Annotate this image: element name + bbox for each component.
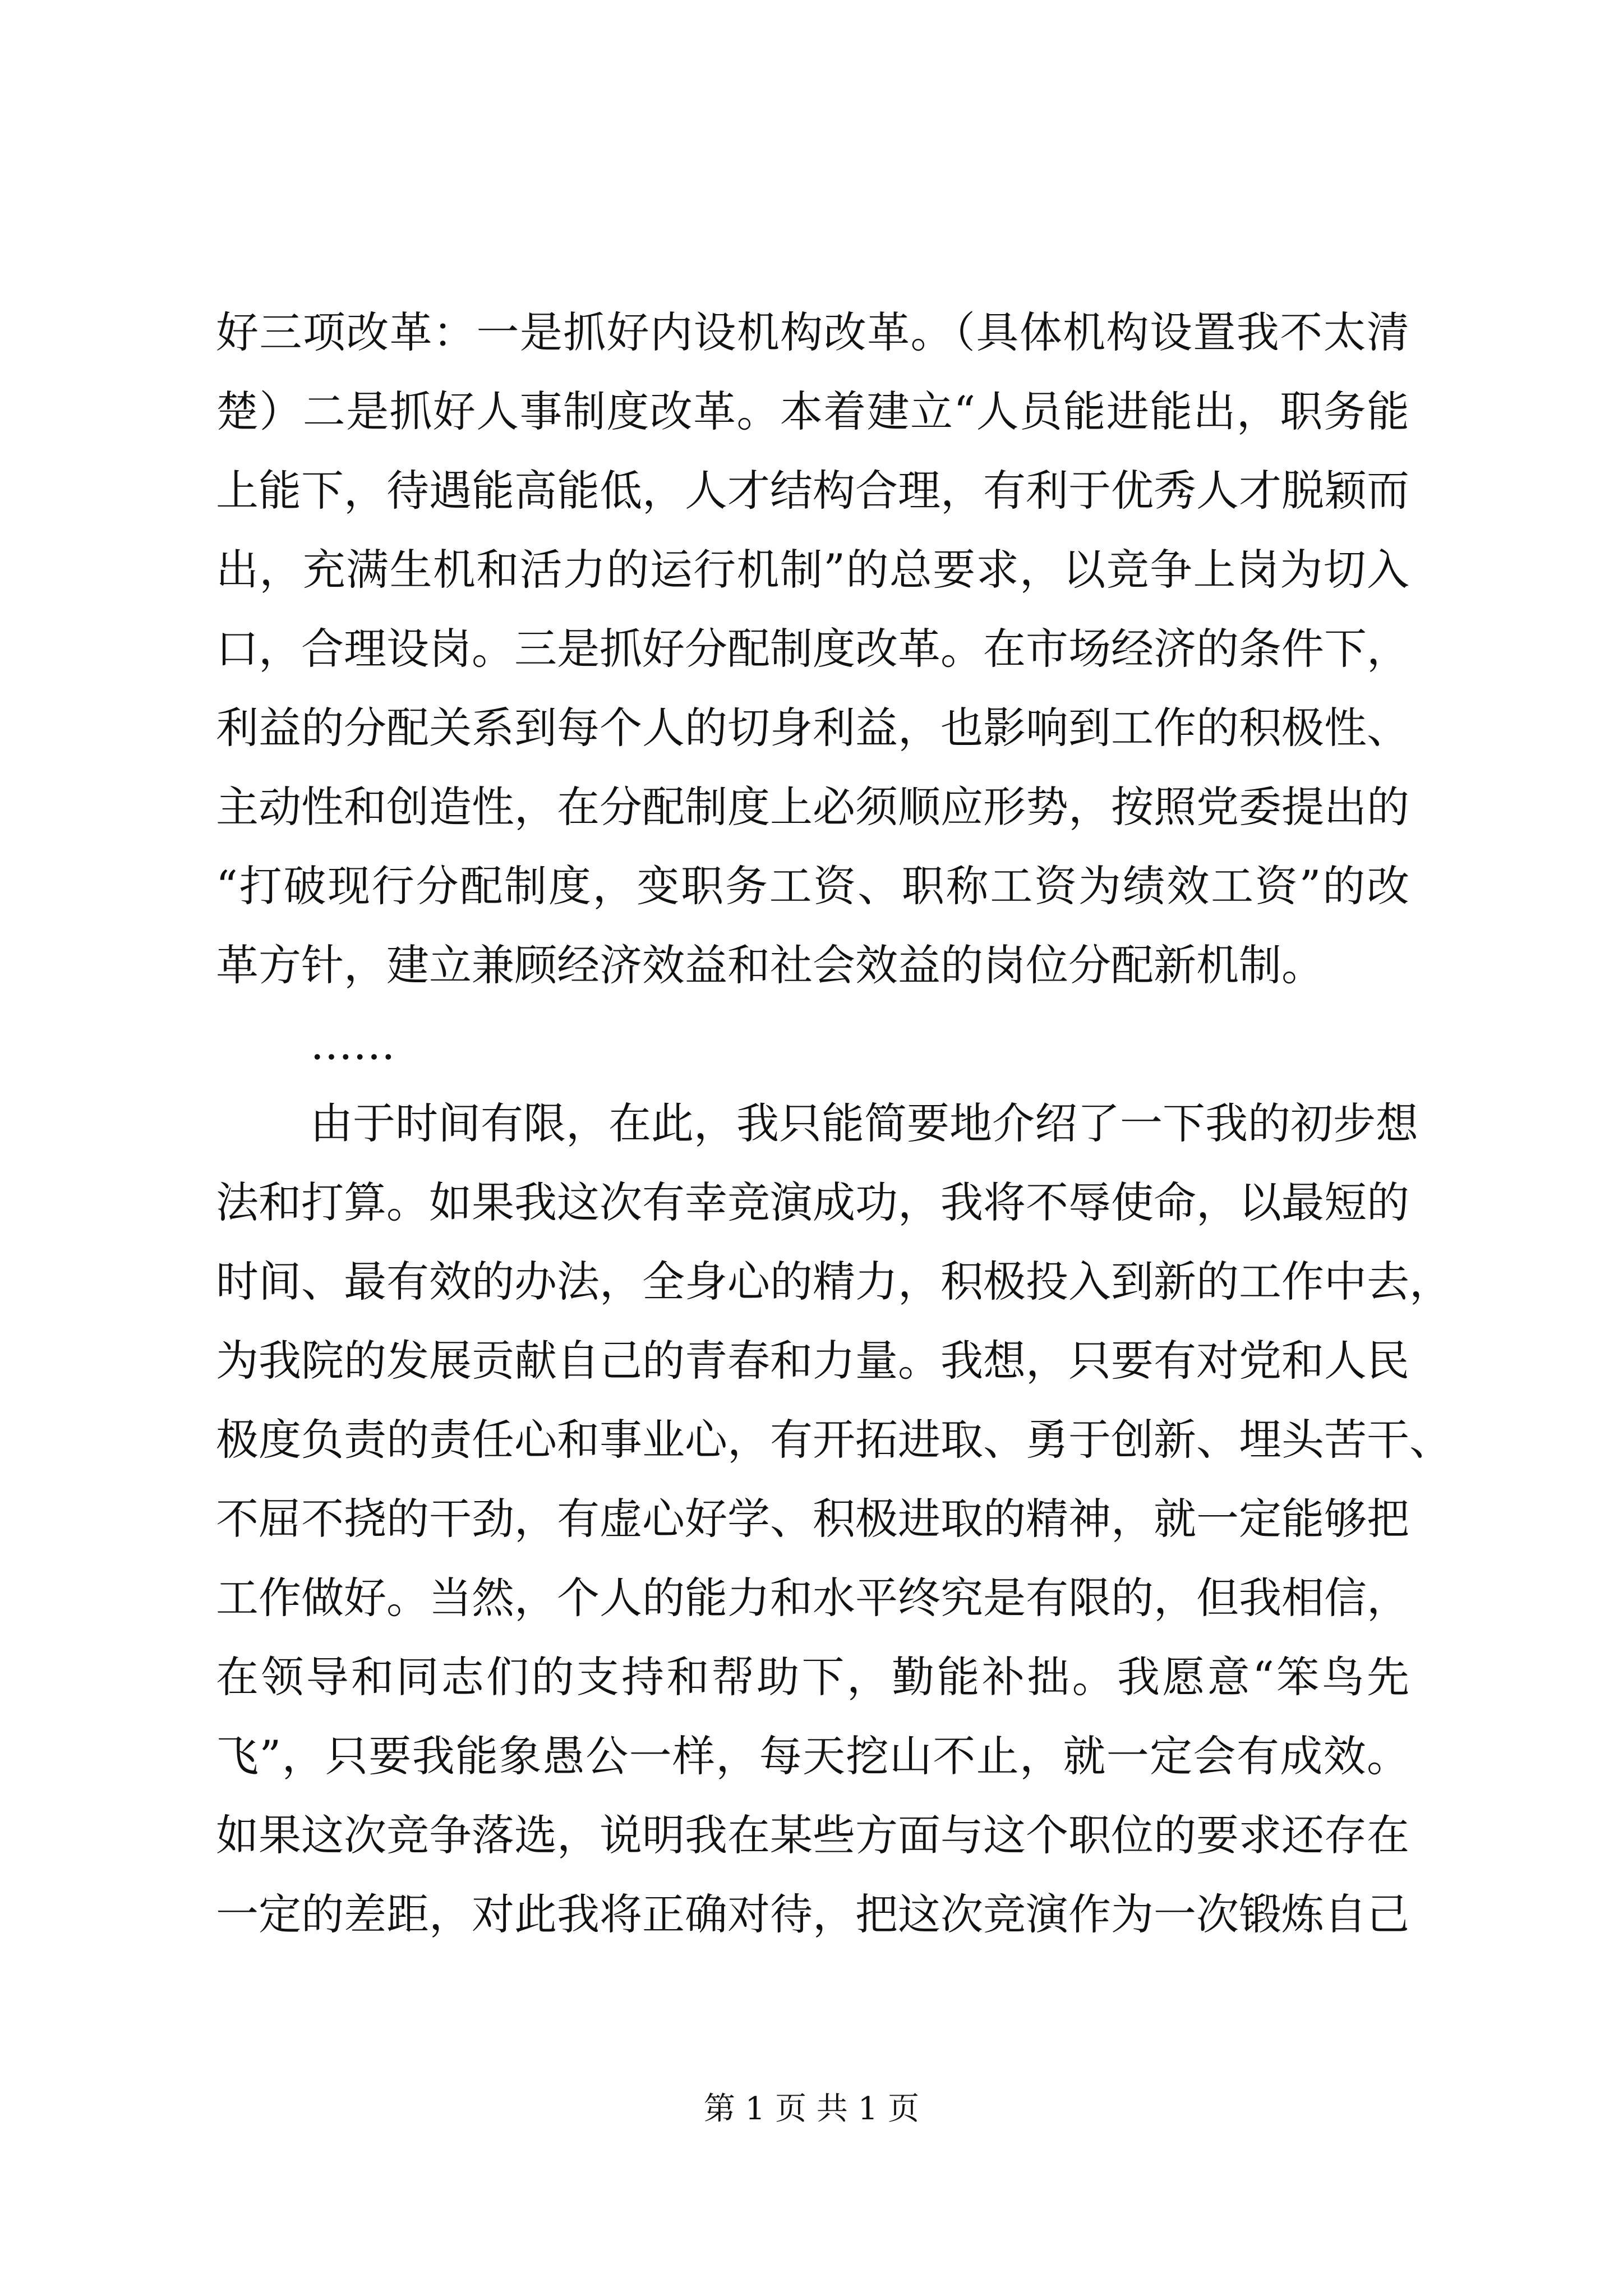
- text-line: 主动性和创造性，在分配制度上必须顺应形势，按照党委提出的: [216, 782, 1409, 832]
- text-line: 不屈不挠的干劲，有虚心好学、积极进取的精神，就一定能够把: [216, 1494, 1409, 1544]
- text-line: 由于时间有限，在此，我只能简要地介绍了一下我的初步想: [310, 1098, 1418, 1148]
- text-line: 时间、最有效的办法，全身心的精力，积极投入到新的工作中去，: [216, 1257, 1452, 1306]
- text-line: 如果这次竞争落选，说明我在某些方面与这个职位的要求还存在: [216, 1810, 1409, 1860]
- text-line: 上能下，待遇能高能低，人才结构合理，有利于优秀人才脱颖而: [216, 466, 1409, 516]
- text-line: 革方针，建立兼顾经济效益和社会效益的岗位分配新机制。: [216, 940, 1324, 990]
- text-line: 工作做好。当然，个人的能力和水平终究是有限的，但我相信，: [216, 1573, 1409, 1623]
- text-line: 出，充满生机和活力的运行机制”的总要求，以竞争上岗为切入: [216, 545, 1409, 595]
- text-line: 一定的差距，对此我将正确对待，把这次竞演作为一次锻炼自己: [216, 1889, 1409, 1939]
- text-line: 飞”，只要我能象愚公一样，每天挖山不止，就一定会有成效。: [216, 1731, 1409, 1781]
- text-line: 好三项改革：一是抓好内设机构改革。（具体机构设置我不太清: [216, 307, 1409, 357]
- page-number-footer: 第 1 页 共 1 页: [703, 2091, 920, 2127]
- text-line: 法和打算。如果我这次有幸竞演成功，我将不辱使命，以最短的: [216, 1177, 1409, 1227]
- ellipsis-line: ……: [310, 1019, 395, 1069]
- text-line: 楚）二是抓好人事制度改革。本着建立“人员能进能出，职务能: [216, 386, 1409, 436]
- text-line: 利益的分配关系到每个人的切身利益，也影响到工作的积极性、: [216, 703, 1409, 753]
- text-line: 为我院的发展贡献自己的青春和力量。我想，只要有对党和人民: [216, 1336, 1409, 1386]
- document-body: [216, 293, 1452, 1954]
- text-line: 口，合理设岗。三是抓好分配制度改革。在市场经济的条件下，: [216, 624, 1409, 674]
- text-line: 在领导和同志们的支持和帮助下，勤能补拙。我愿意“笨鸟先: [216, 1652, 1409, 1702]
- text-line: “打破现行分配制度，变职务工资、职称工资为绩效工资”的改: [216, 861, 1409, 911]
- text-line: 极度负责的责任心和事业心，有开拓进取、勇于创新、埋头苦干、: [216, 1415, 1452, 1465]
